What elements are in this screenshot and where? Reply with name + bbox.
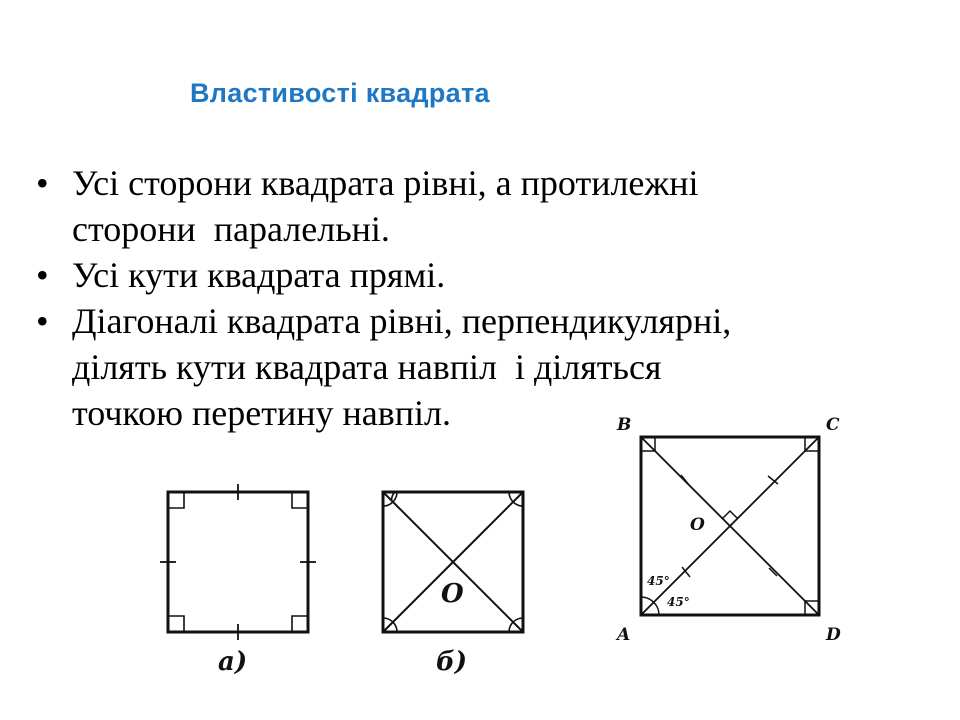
bullet-line: точкою перетину навпіл. (72, 393, 451, 433)
figure-b-caption: б) (436, 647, 468, 677)
bullet-line: • Усі сторони квадрата рівні, а протилежні (72, 163, 699, 203)
vertex-label-c: C (826, 415, 840, 435)
vertex-label-d: D (826, 625, 841, 645)
square-outline (168, 492, 308, 632)
angle-label-upper: 45° (647, 574, 670, 588)
figure-c-center-label: O (690, 515, 705, 535)
bullet-line: ділять кути квадрата навпіл і діляться (72, 347, 662, 387)
bullet-line: • Діагоналі квадрата рівні, перпендикулярні, (72, 301, 732, 341)
figure-b-square (383, 492, 523, 632)
slide-title: Властивості квадрата (190, 78, 490, 108)
vertex-label-b: B (617, 415, 632, 435)
figure-a-square (160, 484, 316, 640)
bullet-line: сторони паралельні. (72, 209, 390, 249)
figure-a-caption: а) (218, 647, 248, 677)
vertex-label-a: A (617, 625, 631, 645)
bullet-line: • Усі кути квадрата прямі. (72, 255, 446, 295)
angle-label-lower: 45° (667, 595, 690, 609)
figure-b-center-label: O (441, 579, 464, 609)
right-angle-marks (168, 492, 308, 632)
figure-c-square (641, 437, 819, 615)
